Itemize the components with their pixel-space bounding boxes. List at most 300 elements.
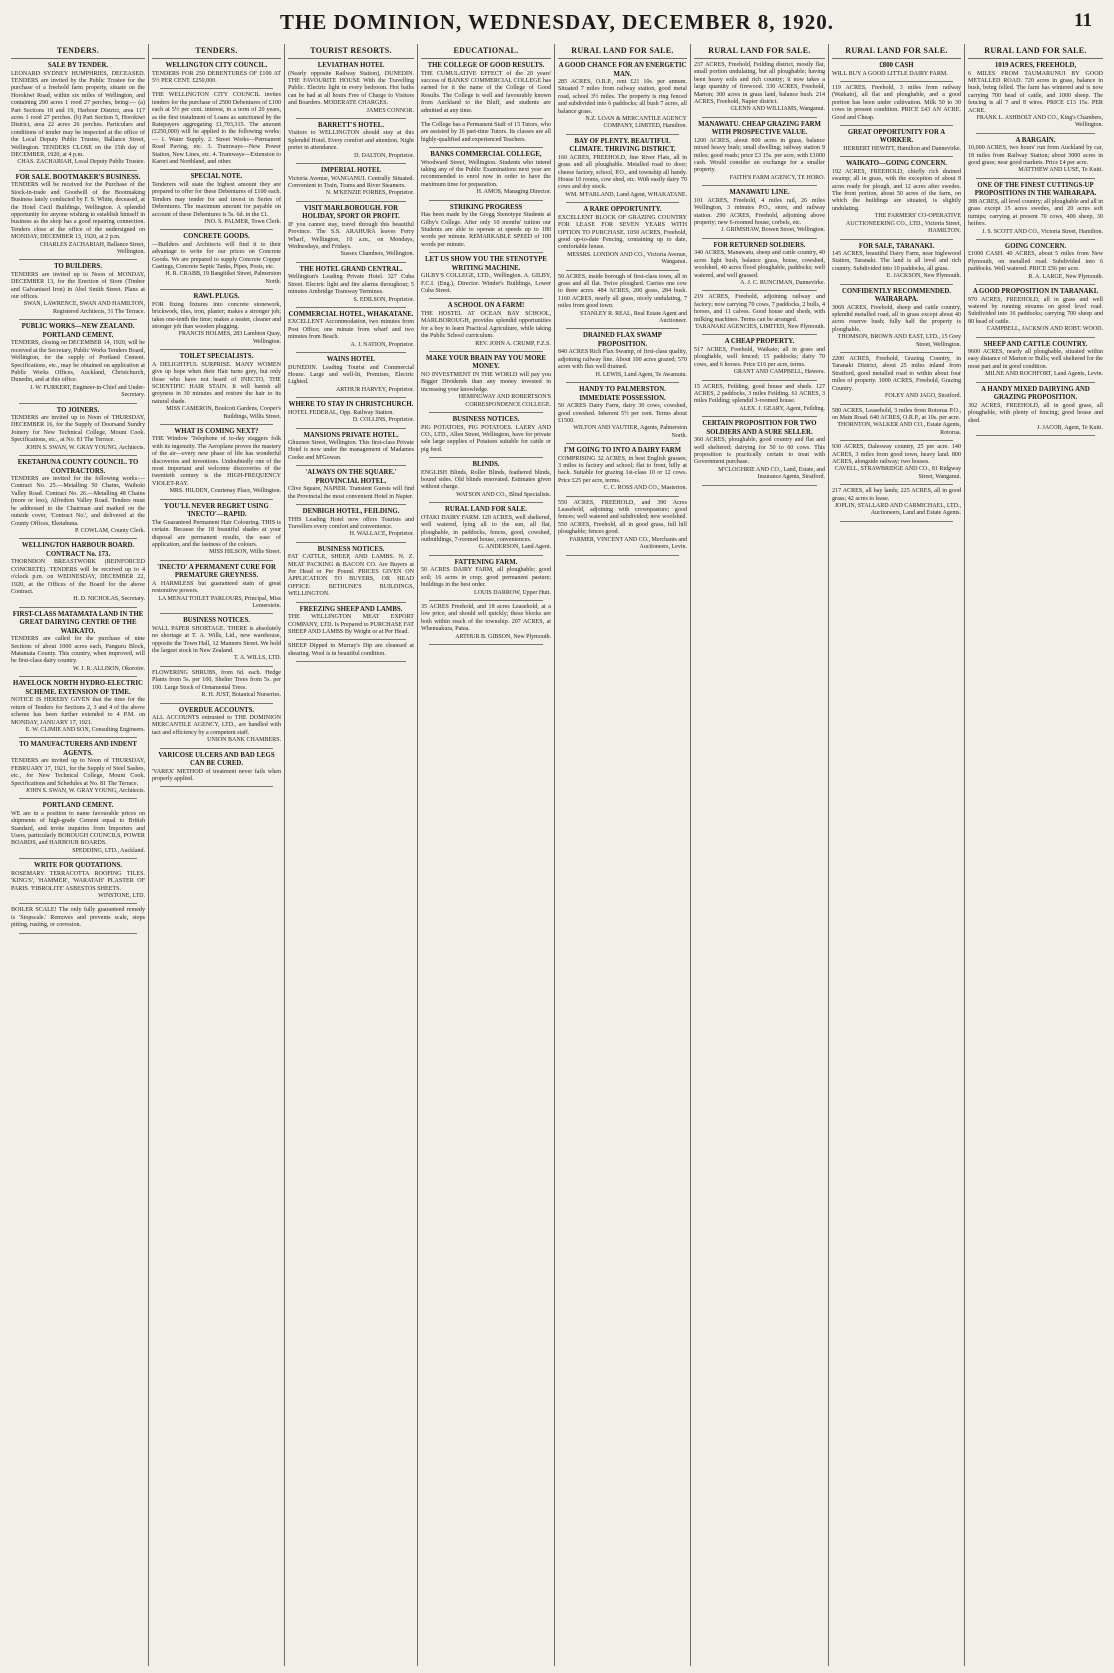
ad-heading: 'ALWAYS ON THE SQUARE.' PROVINCIAL HOTEL.: [305, 469, 397, 485]
advertisement: [421, 204, 551, 250]
ad-signature: P. COWLAM, County Clerk.: [74, 527, 145, 534]
ad-body: 1200 ACRES, about 800 acres in grass, balance mixed heavy bush; small dwelling; railway station 9 miles; good roads; price £3 15s. per acre, with £1000 cash. Would consider an exchange for a smaller property.: [694, 137, 825, 174]
advertisement: [288, 401, 414, 424]
ad-divider: [976, 239, 1095, 240]
ad-signature: LA MENAI TOILET PARLOURS, Principal, Miss Lemerstein.: [158, 595, 281, 609]
ad-divider: [702, 117, 817, 118]
advertisement: [288, 432, 414, 463]
ad-signature: THOMSON, BROWN AND EAST, LTD., 15 Grey Street, Wellington.: [837, 334, 961, 348]
advertisement: [558, 386, 687, 440]
ad-divider: [19, 538, 137, 539]
ad-body: TENDERS are invited up to Noon of THURSDAY, DECEMBER 16, for the Supply of Doorsand Sundry Joinery for New Technical College, Mount Cook. Specifications, etc., at No. 81 The Terrace.: [11, 415, 145, 444]
ad-body: THORNDON BREASTWORK (REINFORCED CONCRETE). TENDERS will be received up to 4 o'clock p.m. on WEDNESDAY, DECEMBER 22, 1920, at the Offices of the Board for the above Contract.: [11, 559, 145, 595]
ad-body: 9600 ACRES, nearly all ploughable, situated within easy distance of Marton or Bulls; well sheltered for the most part and in good condition.: [968, 349, 1103, 370]
ad-body: The Guaranteed Permanent Hair Colouring. THIS is certain. Because the 18 beautiful shades at your disposal are permanent results, the ease of application, and the fastness of the colours.: [152, 519, 281, 548]
ad-divider: [19, 259, 137, 260]
advertisement: [152, 92, 281, 166]
ad-signature: MISS HILSON, Willis Street.: [209, 549, 281, 556]
ad-body: THIS Leading Hotel now offers Tourists and Travellers every comfort and convenience.: [288, 516, 414, 530]
ad-heading: CERTAIN PROPOSITION FOR TWO SOLDIERS AND A SURE SELLER.: [702, 420, 817, 436]
ad-divider: [702, 380, 817, 381]
ad-body: 360 ACRES, ploughable, good country and flat and well sheltered; dairying for 50 to 60 cows. This proposition is practically certain to treat with Government purchase.: [694, 437, 825, 466]
column-4: [417, 44, 554, 1666]
ad-divider: [19, 933, 137, 934]
advertisement: [288, 205, 414, 259]
ad-divider: [160, 666, 273, 667]
ad-divider: [840, 440, 953, 441]
ad-signature: CHAS. ZACHARIAH, Local Deputy Public Trustee.: [17, 159, 145, 166]
column-header: RURAL LAND FOR SALE.: [694, 44, 825, 59]
advertisement: [832, 288, 961, 349]
ad-divider: [19, 858, 137, 859]
advertisement: [152, 353, 281, 421]
advertisement: [694, 121, 825, 182]
ad-body: 217 ACRES, all hay lands; 225 ACRES, all in good grass; 42 acres to lease.: [832, 488, 961, 502]
ad-signature: T. A. WILLS, LTD.: [233, 655, 281, 662]
ad-signature: JOPLIN, STALLARD AND CARMICHAEL, LTD., Auctioneers, Land and Estate Agents.: [834, 502, 961, 517]
advertisement: [558, 62, 687, 131]
ad-heading: PUBLIC WORKS—NEW ZEALAND. PORTLAND CEMENT.: [21, 323, 135, 339]
advertisement: [152, 62, 281, 85]
ad-body: THE CUMULATIVE EFFECT of the 20 years' success of BANKS' COMMERCIAL COLLEGE has earned for it the name of the College of Good Results. The College is well and favourably known from Auckland to the Bluff, and students are admitted at any time.: [421, 70, 551, 114]
ad-signature: FARMER, VINCENT AND CO., Merchants and Auctioneers, Levin.: [569, 536, 687, 551]
ad-heading: A BARGAIN.: [1015, 136, 1056, 144]
ad-signature: MILNE AND ROCHFORT, Land Agents, Levin.: [985, 371, 1103, 378]
advertisement: [694, 384, 825, 414]
column-2: [148, 44, 284, 1666]
ad-signature: ARTHUR B. GIBSON, New Plymouth.: [455, 633, 551, 640]
advertisement: [11, 542, 145, 603]
advertisement: [421, 62, 551, 115]
ad-divider: [566, 555, 679, 556]
ad-divider: [296, 602, 406, 603]
advertisement: [421, 256, 551, 295]
advertisement: [11, 862, 145, 900]
ad-body: HOTEL FEDERAL, Opp. Railway Station.: [288, 409, 394, 416]
ad-heading: HAVELOCK NORTH HYDRO-ELECTRIC SCHEME. EXTENSION OF TIME.: [13, 680, 143, 696]
ad-signature: FOLEY AND JAGO, Stratford.: [885, 393, 961, 400]
advertisement: [558, 138, 687, 199]
ad-body: SHEEP Dipped in Murray's Dip are cleansed at shearing. Wool is in beautiful condition.: [288, 643, 414, 657]
ad-heading: £800 CASH: [879, 62, 914, 69]
ad-heading: I'M GOING TO INTO A DAIRY FARM: [563, 447, 682, 455]
ad-body: 'VAREX' METHOD of treatment never fails when properly applied.: [152, 768, 281, 783]
ad-body: TENDERS will be received for the Purchase of the Stock-in-trade and Goodwill of the Bootmaking Business lately conducted by F. S. White, deceased, at the Hotel Cecil Buildings, Wellington. A splendid opportunity for anyone wishing to establish himself in business as the shop has a good repairing connection. Tenders close at the office of the undersigned on MONDAY, DECEMBER 13, 1920, at 2 p.m.: [11, 182, 145, 241]
ad-divider: [566, 496, 679, 497]
ad-divider: [160, 169, 273, 170]
ad-heading: IMPERIAL HOTEL: [320, 167, 382, 175]
ad-divider: [840, 156, 953, 157]
ad-heading: LEVIATHAN HOTEL: [317, 62, 385, 69]
ad-signature: MRS. HILDEN, Courtenay Place, Wellington.: [169, 488, 281, 495]
ad-heading: THE COLLEGE OF GOOD RESULTS.: [427, 62, 545, 69]
ad-heading: BARRETT'S HOTEL.: [317, 121, 385, 129]
ad-divider: [976, 178, 1095, 179]
advertisement: [968, 341, 1103, 379]
ad-heading: A SCHOOL ON A FARM!: [447, 302, 525, 310]
advertisement: [288, 508, 414, 539]
advertisement: [11, 174, 145, 257]
ad-divider: [296, 465, 406, 466]
ad-body: 840 ACRES Rich Flax Swamp, of first-class quality, adjoining railway line. About 100 acres grazed; 570 acres with flax well drained.: [558, 349, 687, 371]
advertisement: [288, 469, 414, 501]
ad-heading: FOR SALE, TARANAKI.: [858, 242, 935, 250]
newspaper-title: THE DOMINION, WEDNESDAY, DECEMBER 8, 1920.: [279, 10, 835, 34]
advertisement: [11, 741, 145, 795]
advertisement: [288, 311, 414, 349]
ad-body: Wellington's Leading Private Hotel. 327 Cuba Street. Electric light and fire alarms throughout; 5 minutes Ambridge Tramway Terminus.: [288, 274, 414, 296]
ad-body: 388 ACRES, all level country; all ploughable and all in grass except 15 acres swedes, and 20 acres soft turnips; carrying at present 70 cows, 400 sheep, 30 heifers.: [968, 198, 1103, 228]
ad-body: 580 ACRES, Leasehold, 3 miles from Rotorua P.O., on Main Road. 640 ACRES, O.R.P., at 10s. per acre.: [832, 407, 961, 421]
column-header: TOURIST RESORTS.: [288, 44, 414, 59]
column-header: TENDERS.: [152, 44, 281, 59]
ad-body: EXCELLENT Accommodation, two minutes from Post Office; one minute from wharf and two minutes from Beach.: [288, 319, 414, 341]
advertisement: [11, 459, 145, 535]
ad-body: EXCELLENT BLOCK OF GRAZING COUNTRY FOR LEASE FOR SEVEN YEARS WITH OPTION TO PURCHASE. 1050 ACRES, Freehold, good up-to-date Fencing, containing up to date, comfortable house.: [558, 214, 687, 251]
ad-divider: [566, 270, 679, 271]
ad-body: ALL ACCOUNTS entrusted to THE DOMINION MERCANTILE AGENCY, LTD., are handled with tact and efficiency by a competent staff.: [152, 715, 281, 736]
ad-divider: [160, 349, 273, 350]
ad-signature: H. WALLACE, Proprietor.: [349, 531, 414, 538]
ad-heading: A GOOD CHANCE FOR AN ENERGETIC MAN.: [558, 62, 687, 78]
ad-heading: TO JOINERS.: [56, 406, 100, 414]
ad-divider: [296, 307, 406, 308]
ad-body: FOR fixing fixtures into concrete stonework, brickwork, tiles, iron, plaster; makes a stronger job; takes one-tenth the time; makes a neater, cleaner and stronger job than wooden plugging.: [152, 301, 281, 330]
ad-heading: HANDY TO PALMERSTON. IMMEDIATE POSSESSION.: [579, 386, 666, 402]
ad-signature: JAMES CONNOR.: [366, 107, 414, 114]
ad-heading: WHAT IS COMING NEXT?: [174, 427, 259, 435]
advertisement: [152, 670, 281, 700]
ad-heading: MANAWATU. CHEAP GRAZING FARM WITH PROSPECTIVE VALUE.: [698, 120, 821, 137]
ad-body: Victoria Avenue, WANGANUI. Centrally Situated. Convenient to Train, Trams and River Steamers.: [288, 175, 414, 189]
advertisement: [11, 907, 145, 929]
ad-divider: [296, 352, 406, 353]
ad-heading: VARICOSE ULCERS AND BAD LEGS CAN BE CURED.: [158, 751, 275, 768]
ad-divider: [19, 319, 137, 320]
ad-body: 219 ACRES, Freehold, adjoining railway and factory; now carrying 70 cows, 7 paddocks, 2 bulls, 4 horses, and 11 calves. Good house and sheds, with milking machines. Terms can be arranged.: [694, 294, 825, 323]
ad-body: THE WELLINGTON MEAT EXPORT COMPANY, LTD. Is Prepared to PURCHASE FAT SHEEP AND LAMBS By Weight or at Per Head.: [288, 614, 414, 635]
ad-divider: [296, 163, 406, 164]
advertisement: [288, 643, 414, 658]
advertisement: [152, 752, 281, 784]
ad-divider: [566, 443, 679, 444]
ad-signature: WM. M'FARLAND, Land Agent, WHAKATANE.: [565, 191, 687, 198]
ad-divider: [19, 798, 137, 799]
ad-heading: TOILET SPECIALISTS.: [179, 353, 254, 361]
ad-signature: CAMPBELL, JACKSON AND ROBT. WOOD.: [986, 326, 1103, 333]
column-1: [8, 44, 148, 1666]
ad-body: WE are in a position to name favourable prices on shipments of high-grade Cement equal to British Standard, and invite inquiries from Importers and Users, particularly BOROUGH COUNCILS, POWER BOARDS, and HARBOUR BOARDS.: [11, 810, 145, 847]
ad-body: Woodward Street, Wellington. Students who intend taking any of the Public Examinations next year are recommended to enrol now in order to have the maximum time for preparation.: [421, 159, 551, 188]
ad-signature: S. EDILSON, Proprietor.: [353, 296, 414, 303]
advertisement: [558, 274, 687, 326]
advertisement: [832, 62, 961, 78]
ad-signature: H. D. NICHOLAS, Secretary.: [73, 596, 145, 603]
ad-body: WALL PAPER SHORTAGE. THERE is absolutely no shortage at T. A. Wills, Ltd., new warehouse, opposite the Town Hall, 12 Manners Street. We hold the largest stock in New Zealand.: [152, 625, 281, 655]
advertisement: [694, 294, 825, 331]
advertisement: [694, 62, 825, 114]
ad-divider: [19, 676, 137, 677]
ad-heading: A CHEAP PROPERTY.: [724, 338, 795, 346]
ad-heading: WHERE TO STAY IN CHRISTCHURCH.: [288, 401, 414, 409]
ad-heading: BUSINESS NOTICES.: [452, 416, 520, 423]
ad-heading: FOR RETURNED SOLDIERS.: [713, 241, 806, 249]
masthead: [0, 0, 1114, 40]
ad-signature: C. C. ROSS AND CO., Masterton.: [603, 485, 687, 492]
ad-divider: [160, 229, 273, 230]
ad-divider: [19, 737, 137, 738]
ad-body: 145 ACRES, beautiful Dairy Farm, near Inglewood Station, Taranaki. The land is all level and rich country. Subdivided into 10 paddocks, all grass.: [832, 251, 961, 272]
ad-divider: [429, 555, 543, 556]
ad-signature: MESSRS. LONDON AND CO., Victoria Avenue, Wanganui.: [567, 251, 687, 266]
ad-heading: BUSINESS NOTICES.: [183, 617, 250, 625]
advertisement: [421, 151, 551, 197]
ad-body: 302 ACRES, FREEHOLD, all in good grass, all ploughable, with plenty of fencing; good house and shed.: [968, 402, 1103, 424]
ad-signature: LOUIS DARROW, Upper Hutt.: [474, 589, 551, 596]
advertisement: [968, 182, 1103, 236]
ad-body: 340 ACRES, Manawatu, sheep and cattle country, 40 acres light bush, balance grass, house, cowshed, woolshed, 40 acres flood ploughable, paddocks; well watered, and well grassed.: [694, 250, 825, 279]
ad-divider: [429, 118, 543, 119]
ad-divider: [429, 351, 543, 352]
ad-heading: GREAT OPPORTUNITY FOR A WORKER.: [847, 128, 946, 145]
ad-body: FLOWERING SHRUBS, from 6d. each. Hedge Plants from 5s. per 100, Shelter Trees from 5s. per 100. Large Stock of Ornamental Trees.: [152, 669, 281, 691]
ad-heading: FIRST-CLASS MATAMATA LAND IN THE GREAT DAIRYING CENTRE OF THE WAIKATO.: [12, 610, 144, 635]
ad-signature: REV. JOHN A. CRUMP, F.Z.S.: [475, 340, 551, 347]
ad-heading: WAIKATO—GOING CONCERN.: [846, 160, 947, 168]
ad-divider: [976, 284, 1095, 285]
advertisement: [288, 122, 414, 160]
ad-signature: JOHN S. SWAN, W. GRAY YOUNG, Architects.: [25, 787, 145, 794]
ad-heading: WAINS HOTEL: [326, 356, 376, 364]
ad-signature: D. DALTON, Proprietor.: [354, 152, 414, 159]
ad-heading: A HANDY MIXED DAIRYING AND GRAZING PROPOSITION.: [981, 385, 1090, 402]
ad-divider: [840, 81, 953, 82]
ad-heading: WRITE FOR QUOTATIONS.: [34, 862, 122, 870]
ad-body: FAT CATTLE, SHEEP, AND LAMBS. N. Z. MEAT PACKING & BACON CO. Are Buyers at Per Head or Per Pound. PRICES GIVEN ON APPLICATION TO BUYERS, OR HEAD OFFICE: BETHUNE'S BUILDINGS, WELLINGTON.: [288, 554, 414, 598]
advertisement: [288, 266, 414, 304]
ad-body: TENDERS are invited up to Noon of MONDAY, DECEMBER 13, for the Erection of Store (Timber and Galvanised Iron) in Abel Smith Street. Plans at our offices.: [11, 271, 145, 301]
ad-body: TENDERS, closing on DECEMBER 14, 1920, will be received at the Secretary, Public Works Tenders Board, Wellington, for the supply of Portland Cement. Specifications, etc., may be obtained on application at Public Works Offices, Auckland, Christchurch, Dunedin, and at this office.: [11, 340, 146, 384]
ad-divider: [160, 748, 273, 749]
ad-heading: WELLINGTON HARBOUR BOARD. CONTRACT No. 173.: [21, 542, 135, 558]
ad-body: 50 ACRES DAIRY FARM, all ploughable; good soil; 16 acres in crop; good permanent pasture; buildings in the best order.: [421, 567, 551, 589]
advertisement: [421, 302, 551, 348]
ad-divider: [702, 334, 817, 335]
ad-signature: UNION BANK CHAMBERS.: [207, 737, 281, 744]
ad-heading: GOING CONCERN.: [1004, 242, 1067, 250]
advertisement: [832, 129, 961, 153]
ad-body: WILL BUY A GOOD LITTLE DAIRY FARM.: [832, 70, 948, 77]
ad-body: THE WELLINGTON CITY COUNCIL invites tenders for the purchase of 2500 Debentures of £100 each at 5½ per cent. interest, in a term of 20 years, as the first instalment of Loans as sanctioned by the Ratepayers aggregating £1,703,315. The amount (£250,000) will be applied to the following works:— 1. Water Supply. 2. Street Works—Permanent Road Paving, etc. 3. Tramways—New Power Station, New Lines, etc. 4. Tramways—Extension to Karori and Northland, and other.: [152, 92, 281, 165]
advertisement: [152, 617, 281, 663]
ad-divider: [702, 290, 817, 291]
ad-signature: MATTHEW AND LUSE, Te Kuiti.: [1018, 167, 1103, 174]
ad-divider: [429, 200, 543, 201]
advertisement: [832, 85, 961, 122]
ad-signature: H. R. CRABB, 19 Bangitikei Street, Palmerston North.: [165, 271, 281, 285]
advertisement: [832, 408, 961, 438]
ad-divider: [296, 504, 406, 505]
ad-signature: E. JACKSON, New Plymouth.: [886, 273, 961, 280]
ad-signature: GLENN AND WILLIAMS, Wanganui.: [730, 106, 825, 113]
ad-divider: [840, 125, 953, 126]
ad-signature: H. AMOS, Managing Director.: [476, 189, 551, 196]
ad-signature: HEMINGWAY AND ROBERTSON'S CORRESPONDENCE COLLEGE.: [458, 394, 551, 408]
ad-divider: [19, 903, 137, 904]
column-6: [690, 44, 828, 1666]
advertisement: [152, 293, 281, 346]
ad-divider: [296, 118, 406, 119]
ad-divider: [160, 560, 273, 561]
ad-heading: WELLINGTON CITY COUNCIL.: [165, 62, 268, 69]
advertisement: [558, 447, 687, 493]
advertisement: [152, 503, 281, 557]
ad-signature: FRANK L. ASHBOLT AND CO., King's Chambers, Wellington.: [976, 114, 1103, 129]
advertisement: [11, 680, 145, 734]
ad-body: BOILER SCALE! The only fully guaranteed remedy is 'Stopscale.' Removes and prevents scale, stops pitting, rusting, or corrosion.: [11, 907, 145, 929]
ad-divider: [296, 428, 406, 429]
ad-divider: [160, 703, 273, 704]
ad-body: TENDERS are called for the purchase of nine Sections of about 1000 acres each, Panguru Block, Matamata County. This country, when improved, will be first-class dairy country.: [11, 636, 145, 665]
ad-divider: [976, 337, 1095, 338]
ad-heading: 'INECTO' A PERMANENT CURE FOR PREMATURE GREYNESS.: [157, 563, 276, 580]
advertisement: [152, 707, 281, 745]
ad-divider: [429, 600, 543, 601]
ad-heading: A RARE OPPORTUNITY.: [583, 206, 662, 214]
advertisement: [11, 323, 145, 399]
advertisement: [288, 356, 414, 394]
ad-heading: COMMERCIAL HOTEL, WHAKATANE.: [288, 310, 414, 318]
ad-body: (Nearly opposite Railway Station), DUNEDIN. THE FAVOURITE HOUSE With the Travelling Public. Electric light in every bedroom. Hot baths can be had at all hours Free of Charge to Visitors and Boarders. MODERATE CHARGES.: [288, 70, 414, 107]
advertisement: [11, 802, 145, 855]
page-number: 11: [1074, 10, 1092, 31]
ad-heading: YOU'LL NEVER REGRET USING 'INECTO'—RAPID.: [164, 502, 269, 519]
ad-signature: STANLEY R. REAL, Real Estate Agent and Auctioneer.: [580, 310, 687, 325]
ad-divider: [702, 485, 817, 486]
ad-heading: THE HOTEL GRAND CENTRAL.: [299, 265, 403, 273]
ad-body: 285 ACRES, O.R.P., rent £21 10s. per annum. Situated 7 miles from railway station, good metal road, school 3½ miles. The property is ring fenced and subdivided into 6 paddocks; all bush 7 acres, all balance grass.: [558, 79, 687, 115]
ad-divider: [160, 289, 273, 290]
ad-divider: [296, 639, 406, 640]
advertisement: [421, 461, 551, 499]
advertisement: [832, 444, 961, 481]
ad-body: DUNEDIN. Leading Tourist and Commercial House. Large and well-lit, Premises, Electric Lighted.: [288, 364, 414, 386]
ad-signature: H. LEWIS, Land Agent, Te Awamutu.: [595, 371, 687, 378]
ad-signature: MISS CAMERON, Boulcott Gardens, Cooper's Buildings, Willis Street.: [166, 406, 281, 420]
ad-heading: SHEEP AND CATTLE COUNTRY.: [983, 340, 1088, 348]
ad-heading: TO MANUFACTURERS AND INDENT AGENTS.: [19, 741, 137, 757]
advertisement: [421, 355, 551, 409]
ad-body: NOTICE IS HEREBY GIVEN that the time for the return of Tenders for Sections 2, 3 and 4 of the above scheme has been further extended to 4 P.M. on MONDAY, JANUARY 17, 1921.: [11, 697, 145, 726]
ad-divider: [429, 502, 543, 503]
ad-signature: N.Z. LOAN & MERCANTILE AGENCY COMPANY, LIMITED, Hamilton.: [585, 116, 687, 130]
ad-signature: JNO. S. PALMER, Town Clerk.: [204, 218, 281, 225]
ad-signature: A. J. NATION, Proprietor.: [350, 341, 414, 348]
ad-signature: Sussex Chambers, Wellington.: [340, 251, 414, 258]
advertisement: [558, 206, 687, 266]
column-header: EDUCATIONAL.: [421, 44, 551, 59]
ad-divider: [296, 397, 406, 398]
advertisement: [11, 62, 145, 167]
ad-heading: BLINDS.: [472, 461, 500, 469]
ad-signature: FAITH'S FARM AGENCY, TE HORO.: [729, 174, 825, 181]
ad-divider: [840, 352, 953, 353]
ad-body: THE HOSTEL AT OCEAN BAY SCHOOL, MARLBOROUGH, provides splendid opportunities for a boy to learn Practical Agriculture, while taking the Public School curriculum.: [421, 310, 551, 340]
ad-divider: [566, 328, 679, 329]
ad-signature: J. S. SCOTT AND CO., Victoria Street, Hamilton.: [982, 228, 1103, 235]
column-header: RURAL LAND FOR SALE.: [968, 44, 1103, 59]
ad-divider: [840, 484, 953, 485]
ad-body: LEONARD SYDNEY HUMPHRIES, DECEASED. TENDERS are invited by the Public Trustee for the purchase of a freehold farm property, situate on the Horokiwi Road, within six miles of Wellington, and containing 290 acres 1 rood 27 perches, being:— (a) Part Sections 18 and 19, Harbour District, area 117 acres 1 rood 27 perches. (b) Part Section 5, Horokiwi District, area 22 acres 26 perches. Particulars and conditions of tender may be inspected at the office of the Local Deputy Public Trustee, Ballance Street, Wellington. TENDERS CLOSE on the 15th day of DECEMBER, 1920, at 4 p.m.: [11, 70, 145, 158]
ad-divider: [429, 147, 543, 148]
ad-signature: HERBERT HEWITT, Hamilton and Dannevirke.: [843, 145, 961, 152]
ad-divider: [840, 284, 953, 285]
ad-signature: FRANCIS HOLMES, 283 Lambton Quay, Wellington.: [178, 331, 281, 345]
ad-divider: [19, 607, 137, 608]
ad-signature: WILTON AND VAUTIER, Agents, Palmerston North.: [573, 425, 687, 439]
advertisement: [288, 606, 414, 637]
advertisement: [11, 407, 145, 453]
ad-body: THE Window 'Telephone of to-day staggers folk with its ingenuity. The Aeroplane proves the mastery of the air—every new phase of life has wonderful discoveries and inventions. Undoubtedly one of the most important and welcome discoveries of the twentieth century is the HIGH-FREQUENCY VIOLET-RAY.: [152, 436, 281, 487]
ad-divider: [566, 202, 679, 203]
ad-signature: G. ANDERSON, Land Agent.: [478, 544, 551, 551]
ad-divider: [160, 88, 273, 89]
ad-divider: [296, 542, 406, 543]
ad-divider: [160, 499, 273, 500]
ad-signature: J. GRIMSHAW, Bowen Street, Wellington.: [720, 227, 825, 234]
advertisement: [694, 338, 825, 376]
advertisement: [288, 546, 414, 599]
ad-divider: [19, 455, 137, 456]
advertisement: [421, 604, 551, 641]
advertisement: [968, 137, 1103, 175]
ad-heading: DENBIGH HOTEL, FEILDING.: [302, 508, 400, 516]
ad-signature: N. M'KENZIE FORBES, Proprietor.: [325, 190, 414, 197]
ad-body: 50 ACRES, inside borough of first-class town, all in grass and all flat. Twice ploughed. Carries one cow to three acres. 484 ACRES, 200 grass, 284 bush. 1160 ACRES, nearly all grass, nicely undulating, 7 miles from good town.: [558, 273, 687, 310]
ad-heading: TO BUILDERS.: [54, 263, 102, 271]
ad-heading: ONE OF THE FINEST CUTTINGS-UP PROPOSITIONS IN THE WAIRARAPA.: [974, 181, 1097, 198]
ad-body: 10,000 ACRES, two hours' run from Auckland by car, 18 miles from Railway Station; about 3000 acres in good grass; near good markets. Price £4 per acre.: [968, 145, 1103, 167]
ad-heading: STRIKING PROGRESS: [449, 203, 523, 211]
column-3: [284, 44, 417, 1666]
ad-signature: ALEX. J. GEARY, Agent, Feilding.: [739, 405, 825, 412]
ad-heading: BAY OF PLENTY. BEAUTIFUL CLIMATE. THRIVING DISTRICT.: [569, 137, 676, 154]
ad-signature: CAVELL, STRAWBRIDGE AND CO., 81 Ridgway Street, Wanganui.: [834, 466, 961, 480]
ad-body: PIG POTATOES, PIG POTATOES. LAERY AND CO., LTD., Allen Street, Wellington, have for private sale large supplies of Potatoes suitable for cattle or pig feed.: [421, 424, 551, 453]
advertisement: [421, 506, 551, 552]
ad-divider: [296, 262, 406, 263]
ad-body: TENDERS FOR 250 DEBENTURES OF £100 AT 5½ PER CENT. £250,000.: [152, 70, 281, 84]
ad-divider: [429, 644, 543, 645]
ad-body: TENDERS are invited for the following works:— Contract No. 25.—Metalling 50 Chains, Waihoki Valley Road. Contract No. 26.—Metalling 48 Chains (more or less), Alfredton Valley Road. Tenders must be addressed to the Chairman and marked on the outside cover, 'Contract No.', and delivered at the County Offices, Eketahuna.: [11, 476, 145, 527]
ad-heading: CONFIDENTLY RECOMMENDED. WAIRARAPA.: [841, 287, 951, 304]
advertisement: [558, 500, 687, 552]
ad-body: GILBY'S COLLEGE, LTD., Wellington. A. GILBY, F.C.I. (Eng.), Director. Winder's Buildings, Lower Cuba Street.: [421, 273, 551, 295]
advertisement: [832, 160, 961, 235]
ad-body: 160 ACRES, FREEHOLD, fine River Flats, all in grass and all ploughable. Metalled road to door; cheese factory, school, P.O., and township all handy. House 10 rooms, cow shed, etc. With easily dairy 70 cows and dry stock.: [558, 154, 687, 191]
advertisement: [832, 356, 961, 400]
column-7: [828, 44, 964, 1666]
ad-heading: FATTENING FARM.: [454, 558, 518, 566]
ad-body: 2200 ACRES, Freehold, Grazing Country, in Taranaki District, about 25 miles inland from Stratford, good metalled road to within about four miles of property. 1000 ACRES, Freehold, Grazing Country.: [832, 356, 961, 392]
ad-divider: [702, 238, 817, 239]
ad-signature: J. W. FURKERT, Engineer-in-Chief and Under-Secretary.: [30, 384, 145, 399]
ad-divider: [296, 201, 406, 202]
ad-heading: MANAWATU LINE.: [729, 189, 790, 197]
ad-body: 119 ACRES, Freehold, 3 miles from railway (Waikato), all flat and ploughable, and a good portion has been under cultivation. Milk 50 to 30 cows in present condition. PRICE £43 AN ACRE. Good and Cheap.: [832, 84, 961, 121]
ad-body: ENGLISH Blinds, Roller Blinds, feathered blinds, bound sides. Old blinds renovated. Estimates given without charge.: [421, 469, 551, 491]
ad-heading: LET US SHOW YOU THE STENOTYPE WRITING MACHINE.: [425, 256, 547, 272]
